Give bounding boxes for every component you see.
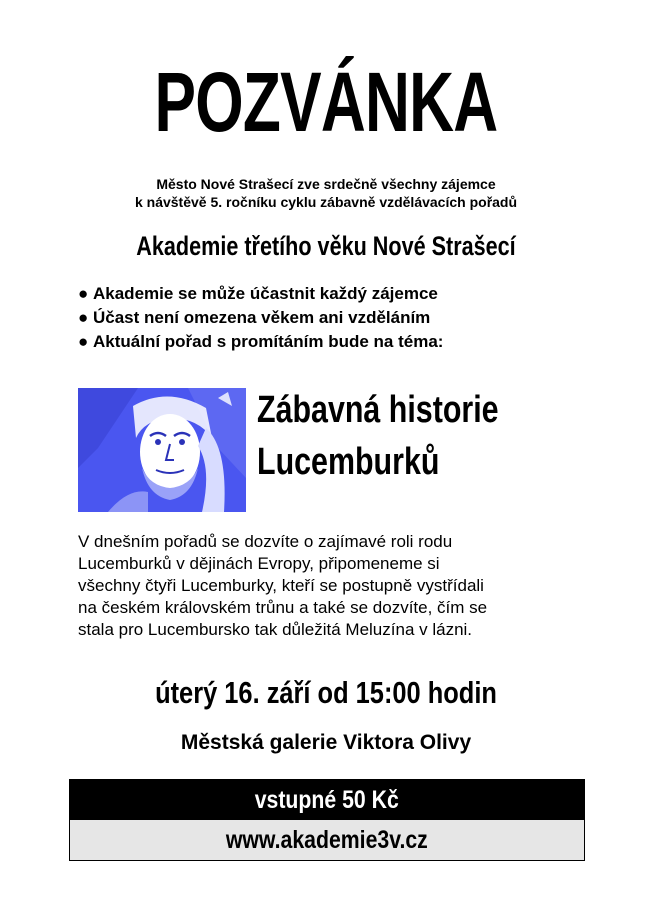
intro-text (40, 175, 612, 211)
king-portrait-image (78, 388, 246, 512)
topic-heading (257, 384, 529, 488)
description-line: všechny čtyři Lucemburky, kteří se postupně vystřídali (78, 576, 484, 595)
description-paragraph (78, 531, 598, 641)
description-line: V dnešním pořadů se dozvíte o zajímavé roli rodu (78, 532, 453, 551)
description-line: Lucemburků v dějinách Evropy, připomeneme si (78, 554, 440, 573)
bullet-icon: ● (78, 284, 89, 303)
topic-line-1: Zábavná historie (257, 389, 499, 431)
admission-fee-banner (70, 780, 584, 820)
bullet-item (78, 306, 443, 330)
academy-name: Akademie třetího věku Nové Strašecí (136, 231, 516, 261)
portrait-illustration (78, 388, 246, 512)
topic-line-2: Lucemburků (257, 441, 440, 483)
footer-box (69, 779, 585, 861)
event-date: úterý 16. září od 15:00 hodin (155, 675, 497, 710)
admission-fee: vstupné 50 Kč (254, 786, 400, 814)
event-venue: Městská galerie Viktora Olivy (180, 731, 472, 754)
intro-line-1: Město Nové Strašecí zve srdečně všechny zájemce (156, 176, 496, 192)
bullet-list (78, 282, 443, 354)
bullet-text: Aktuální pořad s promítáním bude na téma: (93, 332, 444, 351)
description-line: stala pro Lucembursko tak důležitá Meluzína v lázni. (78, 620, 473, 639)
description-line: na českém královském trůnu a také se dozvíte, čím se (78, 598, 488, 617)
bullet-item (78, 282, 443, 306)
bullet-item (78, 330, 443, 354)
bullet-icon: ● (78, 308, 89, 327)
website-link[interactable]: www.akademie3v.cz (226, 826, 428, 854)
bullet-icon: ● (78, 332, 89, 351)
bullet-text: Účast není omezena věkem ani vzděláním (93, 308, 431, 327)
page-title: POZVÁNKA (154, 55, 498, 149)
intro-line-2: k návštěvě 5. ročníku cyklu zábavně vzdělávacích pořadů (134, 194, 518, 210)
bullet-text: Akademie se může účastnit každý zájemce (93, 284, 438, 303)
website-banner (70, 820, 584, 860)
